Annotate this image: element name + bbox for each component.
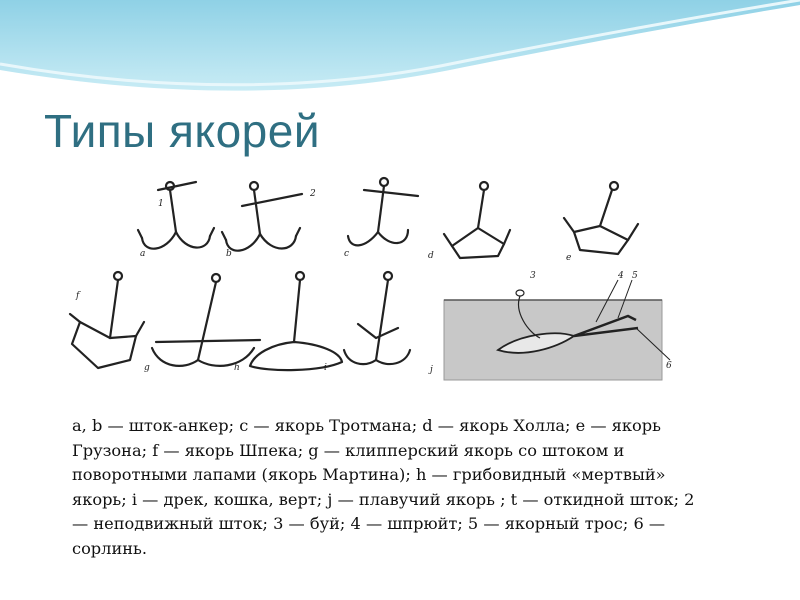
figure-label-2: 2 xyxy=(310,189,316,199)
anchor-d-drawing xyxy=(444,182,510,258)
sea-anchor-j-drawing xyxy=(444,280,670,380)
anchor-e-drawing xyxy=(564,182,638,254)
slide-title: Типы якорей xyxy=(44,105,321,157)
anchor-g-drawing xyxy=(152,274,260,366)
anchor-i-drawing xyxy=(344,272,410,364)
anchor-h-drawing xyxy=(250,272,342,370)
figure-label-f: f xyxy=(76,291,80,301)
anchor-a-drawing xyxy=(138,182,214,249)
figure-label-b: b xyxy=(226,249,232,259)
figure-label-j: j xyxy=(430,365,433,375)
anchor-b-drawing xyxy=(222,182,302,251)
figure-label-d: d xyxy=(428,251,434,261)
figure-label-i: i xyxy=(324,363,327,373)
anchor-f-drawing xyxy=(70,272,144,368)
anchor-c-drawing xyxy=(348,178,418,245)
figure-label-4: 4 xyxy=(618,271,624,281)
figure-label-5: 5 xyxy=(632,271,638,281)
figure-label-g: g xyxy=(144,363,150,373)
figure-label-a: a xyxy=(140,249,146,259)
anchor-types-figure xyxy=(58,172,674,384)
figure-caption: a, b — шток-анкер; c — якорь Тротмана; d — якорь Холла; e — якорь Грузона; f — якорь Шпека; g — клипперский якорь со штоком и поворотными лапами (якорь Мартина); h — грибовидный «мертвый» якорь; i — дрек, кошка, верт; j — плавучий якорь ; t — откидной шток; 2 — неподвижный шток; 3 — буй; 4 — шпрюйт; 5 — якорный трос; 6 — сорлинь. xyxy=(72,416,695,558)
header-wave-decoration xyxy=(0,0,800,92)
figure-label-3: 3 xyxy=(530,271,536,281)
figure-label-e: e xyxy=(566,253,572,263)
figure-label-c: c xyxy=(344,249,350,259)
figure-label-h: h xyxy=(234,363,240,373)
figure-label-1: 1 xyxy=(158,199,164,209)
anchor-illustration xyxy=(58,172,674,384)
figure-label-6: 6 xyxy=(666,361,672,371)
